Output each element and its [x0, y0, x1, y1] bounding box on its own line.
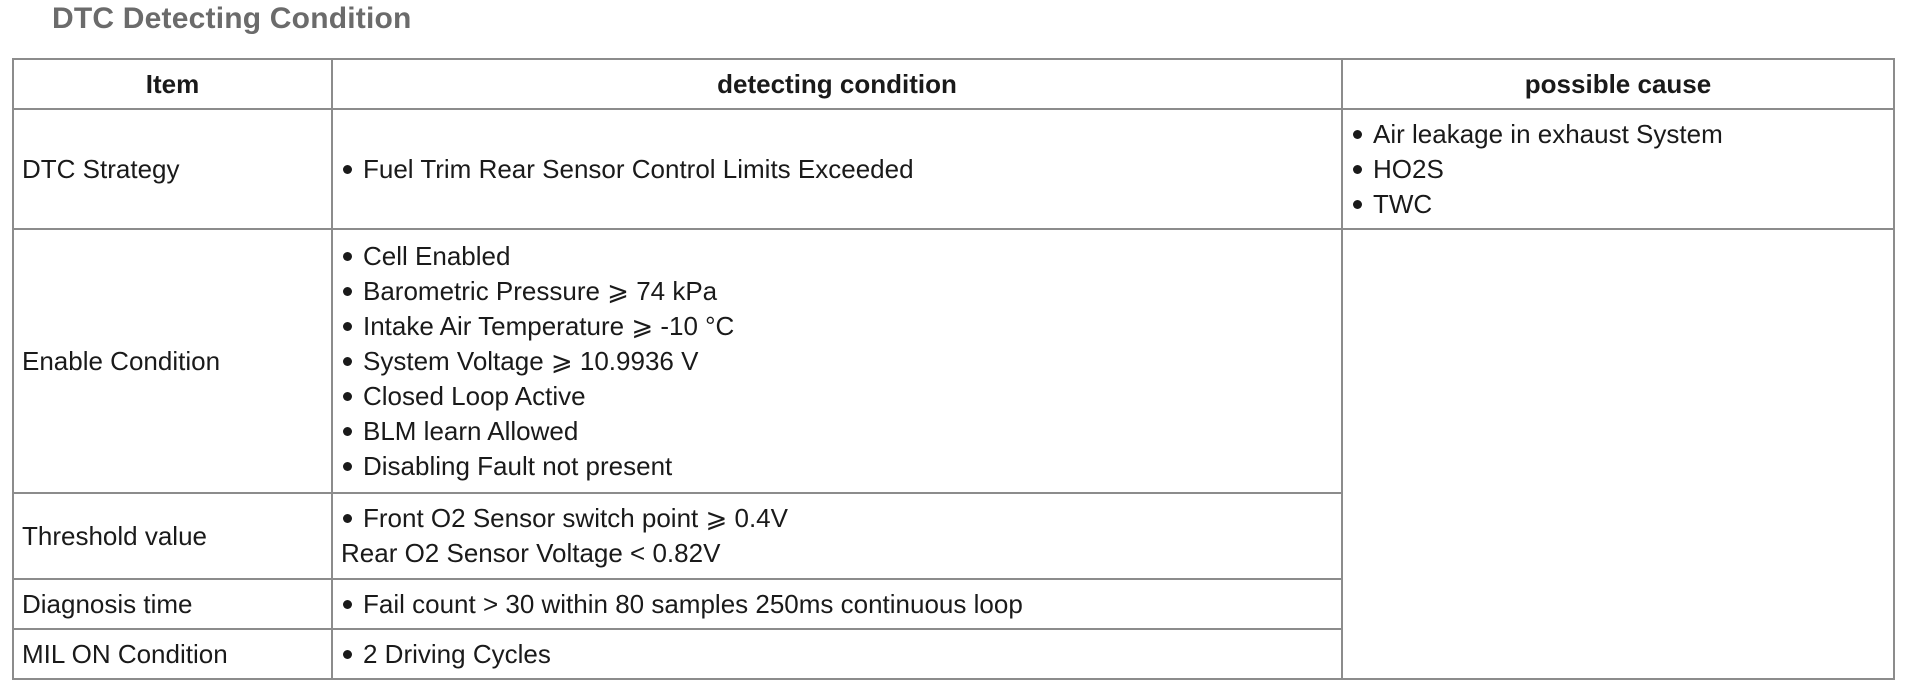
header-item: Item	[13, 59, 332, 109]
row-item-enable-condition: Enable Condition	[13, 229, 332, 493]
possible-cause-empty-cell	[1342, 229, 1894, 679]
row-conditions	[332, 629, 1342, 679]
condition-item: 2 Driving Cycles	[341, 637, 1333, 672]
cause-item: Air leakage in exhaust System	[1351, 117, 1885, 152]
row-item-dtc-strategy: DTC Strategy	[13, 109, 332, 229]
condition-list	[341, 152, 1333, 187]
row-item-threshold-value: Threshold value	[13, 493, 332, 579]
condition-list	[341, 637, 1333, 672]
table-row	[13, 109, 1894, 229]
condition-item: BLM learn Allowed	[341, 414, 1333, 449]
condition-item: System Voltage ⩾ 10.9936 V	[341, 344, 1333, 379]
condition-item: Intake Air Temperature ⩾ -10 °C	[341, 309, 1333, 344]
header-detecting-condition: detecting condition	[332, 59, 1342, 109]
row-conditions	[332, 493, 1342, 579]
condition-list	[341, 587, 1333, 622]
condition-item: Disabling Fault not present	[341, 449, 1333, 484]
cause-item: HO2S	[1351, 152, 1885, 187]
page-title: DTC Detecting Condition	[52, 2, 412, 35]
cause-item: TWC	[1351, 187, 1885, 222]
condition-item: Cell Enabled	[341, 239, 1333, 274]
possible-cause-cell	[1342, 109, 1894, 229]
condition-item: Barometric Pressure ⩾ 74 kPa	[341, 274, 1333, 309]
condition-extra-line: Rear O2 Sensor Voltage < 0.82V	[341, 538, 721, 568]
row-conditions	[332, 109, 1342, 229]
row-item-mil-on-condition: MIL ON Condition	[13, 629, 332, 679]
row-conditions	[332, 579, 1342, 629]
row-item-diagnosis-time: Diagnosis time	[13, 579, 332, 629]
condition-list	[341, 239, 1333, 484]
table-row	[13, 229, 1894, 493]
condition-item: Fail count > 30 within 80 samples 250ms continuous loop	[341, 587, 1333, 622]
row-conditions	[332, 229, 1342, 493]
condition-list	[341, 501, 1333, 536]
cause-list	[1351, 117, 1885, 222]
header-possible-cause: possible cause	[1342, 59, 1894, 109]
condition-item: Front O2 Sensor switch point ⩾ 0.4V	[341, 501, 1333, 536]
condition-item: Closed Loop Active	[341, 379, 1333, 414]
condition-item: Fuel Trim Rear Sensor Control Limits Exceeded	[341, 152, 1333, 187]
table-header-row	[13, 59, 1894, 109]
dtc-table	[12, 58, 1895, 680]
